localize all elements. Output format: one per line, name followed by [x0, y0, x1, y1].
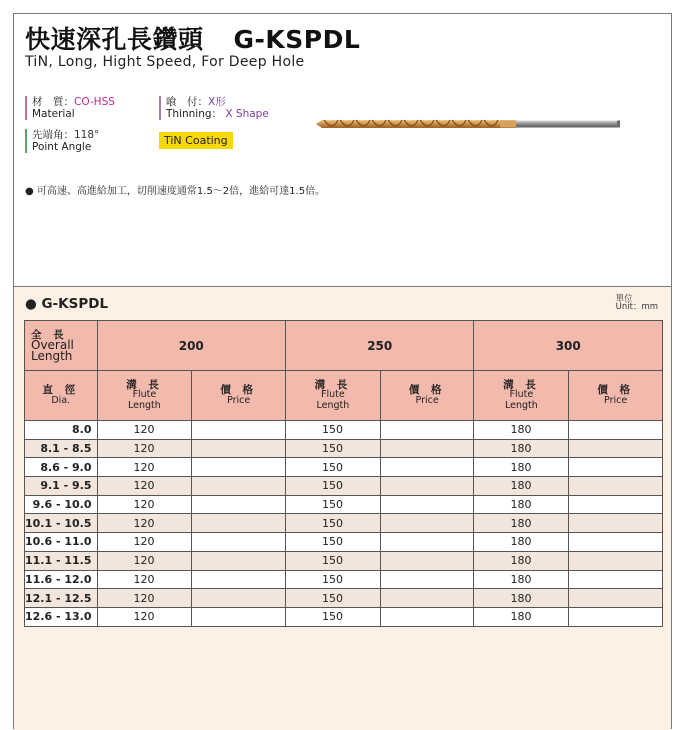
price-header: [569, 371, 663, 421]
flute-cell: 150: [286, 439, 381, 458]
flute-header-en2: Length: [316, 399, 350, 411]
dia-cell: 10.6 - 11.0: [25, 533, 98, 552]
flute-cell: 180: [474, 495, 569, 514]
flute-cell: 150: [286, 495, 381, 514]
price-cell: [569, 458, 663, 477]
material-spec: [25, 96, 115, 120]
price-cell: [380, 495, 474, 514]
angle-label-en: Point Angle: [32, 141, 92, 153]
unit-label-en: Unit: [615, 302, 633, 312]
dia-header-zh: 直 徑: [42, 384, 80, 396]
flute-cell: 120: [97, 514, 192, 533]
dia-cell: 12.1 - 12.5: [25, 589, 98, 608]
flute-header-zh: 溝 長: [503, 378, 540, 391]
price-header-en: Price: [415, 394, 439, 406]
price-cell: [380, 477, 474, 496]
price-cell: [192, 514, 286, 533]
flute-cell: 150: [286, 607, 381, 626]
flute-cell: 120: [97, 421, 192, 440]
flute-cell: 120: [97, 439, 192, 458]
flute-cell: 120: [97, 607, 192, 626]
price-header-zh: 價 格: [408, 384, 446, 396]
dia-cell: 9.1 - 9.5: [25, 477, 98, 496]
flute-cell: 150: [286, 551, 381, 570]
flute-cell: 180: [474, 533, 569, 552]
thinning-value-en: X Shape: [225, 108, 269, 120]
flute-cell: 180: [474, 514, 569, 533]
table-row: [25, 421, 663, 440]
flute-cell: 150: [286, 514, 381, 533]
flute-cell: 150: [286, 570, 381, 589]
price-header-zh: 價 格: [597, 384, 634, 396]
table-row: [25, 458, 663, 477]
dia-cell: 8.1 - 8.5: [25, 439, 98, 458]
flute-cell: 180: [474, 477, 569, 496]
flute-header-en2: Length: [505, 399, 538, 411]
dia-cell: 9.6 - 10.0: [25, 495, 98, 514]
price-cell: [192, 477, 286, 496]
column-header-row: [25, 371, 663, 421]
section-title: ● G-KSPDL: [25, 296, 109, 312]
flute-cell: 150: [286, 533, 381, 552]
flute-cell: 120: [97, 533, 192, 552]
price-cell: [192, 495, 286, 514]
flute-cell: 150: [286, 458, 381, 477]
flute-cell: 120: [97, 477, 192, 496]
overall-length-250: 250: [286, 321, 474, 371]
flute-cell: 120: [97, 458, 192, 477]
thinning-label-zh: 喰 付：: [166, 96, 208, 108]
price-cell: [380, 458, 474, 477]
overall-length-en2: Length: [31, 348, 73, 363]
dia-cell: 8.0: [25, 421, 98, 440]
flute-cell: 150: [286, 477, 381, 496]
material-label-zh: 材 質：: [32, 96, 74, 108]
price-cell: [192, 570, 286, 589]
dia-cell: 12.6 - 13.0: [25, 607, 98, 626]
page-title: [25, 20, 360, 56]
price-cell: [380, 551, 474, 570]
dia-header-en: Dia.: [51, 394, 71, 406]
price-header: [380, 371, 474, 421]
flute-header-zh: 溝 長: [126, 378, 163, 391]
price-header-zh: 價 格: [220, 384, 257, 396]
flute-cell: 150: [286, 421, 381, 440]
thinning-value: X形: [208, 96, 226, 108]
size-table-panel: [14, 287, 671, 730]
price-cell: [192, 421, 286, 440]
title-chinese: 快速深孔長鑽頭: [25, 25, 204, 54]
thinning-label-en: Thinning：: [166, 108, 223, 120]
size-rows: [25, 421, 663, 627]
table-row: [25, 570, 663, 589]
page-subtitle: TiN, Long, Hight Speed, For Deep Hole: [25, 54, 305, 70]
thinning-spec: [159, 96, 269, 120]
price-cell: [192, 439, 286, 458]
flute-length-header: [286, 371, 381, 421]
price-cell: [569, 421, 663, 440]
price-cell: [380, 439, 474, 458]
price-cell: [569, 477, 663, 496]
flute-header-en1: Flute: [509, 389, 534, 401]
overall-length-header-row: [25, 321, 663, 371]
table-row: [25, 439, 663, 458]
drill-bit-illustration: [316, 117, 621, 131]
table-row: [25, 589, 663, 608]
dia-header: [25, 371, 98, 421]
unit-label-zh: 單位: [615, 294, 633, 304]
flute-cell: 120: [97, 551, 192, 570]
price-cell: [192, 607, 286, 626]
price-cell: [380, 421, 474, 440]
table-row: [25, 607, 663, 626]
flute-cell: 120: [97, 589, 192, 608]
material-label-en: Material: [32, 108, 75, 120]
price-cell: [569, 533, 663, 552]
overall-length-200: 200: [97, 321, 285, 371]
unit-label: [616, 295, 658, 311]
price-cell: [569, 495, 663, 514]
title-code: G-KSPDL: [233, 25, 361, 54]
flute-length-header: [97, 371, 192, 421]
price-cell: [569, 589, 663, 608]
flute-cell: 180: [474, 570, 569, 589]
flute-cell: 120: [97, 570, 192, 589]
overall-length-300: 300: [474, 321, 663, 371]
dia-cell: 10.1 - 10.5: [25, 514, 98, 533]
price-header: [192, 371, 286, 421]
overall-length-zh: 全 長: [31, 328, 68, 341]
coating-badge: TiN Coating: [159, 132, 233, 149]
flute-header-en2: Length: [128, 399, 161, 411]
flute-cell: 180: [474, 439, 569, 458]
price-cell: [192, 458, 286, 477]
price-header-en: Price: [227, 394, 251, 406]
flute-cell: 180: [474, 607, 569, 626]
overall-length-header: [25, 321, 98, 371]
dia-cell: 11.1 - 11.5: [25, 551, 98, 570]
table-row: [25, 477, 663, 496]
table-row: [25, 514, 663, 533]
dia-cell: 11.6 - 12.0: [25, 570, 98, 589]
overall-length-en1: Overall: [31, 338, 74, 353]
price-cell: [380, 607, 474, 626]
material-value: CO-HSS: [74, 96, 115, 108]
flute-cell: 180: [474, 458, 569, 477]
table-row: [25, 495, 663, 514]
price-cell: [380, 514, 474, 533]
table-row: [25, 533, 663, 552]
price-cell: [192, 551, 286, 570]
price-cell: [192, 533, 286, 552]
point-angle-spec: [25, 129, 99, 153]
price-cell: [380, 589, 474, 608]
price-cell: [380, 533, 474, 552]
angle-label-zh: 先端角：: [32, 129, 74, 141]
product-header-panel: [14, 14, 671, 287]
dia-cell: 8.6 - 9.0: [25, 458, 98, 477]
catalog-page: [13, 13, 672, 729]
angle-value: 118°: [74, 129, 100, 141]
flute-cell: 180: [474, 589, 569, 608]
size-price-table: [24, 320, 663, 627]
price-cell: [569, 551, 663, 570]
flute-cell: 180: [474, 421, 569, 440]
price-cell: [569, 514, 663, 533]
price-cell: [569, 607, 663, 626]
table-row: [25, 551, 663, 570]
unit-value: ：mm: [632, 302, 658, 312]
price-cell: [569, 439, 663, 458]
price-cell: [380, 570, 474, 589]
feature-note: ● 可高速、高進給加工，切削速度通常1.5～2倍，進給可達1.5倍。: [25, 186, 326, 197]
flute-cell: 120: [97, 495, 192, 514]
flute-header-en1: Flute: [321, 389, 345, 401]
price-cell: [192, 589, 286, 608]
flute-header-en1: Flute: [132, 389, 157, 401]
price-cell: [569, 570, 663, 589]
flute-header-zh: 溝 長: [314, 378, 352, 391]
flute-cell: 150: [286, 589, 381, 608]
flute-length-header: [474, 371, 569, 421]
flute-cell: 180: [474, 551, 569, 570]
price-header-en: Price: [604, 394, 628, 406]
